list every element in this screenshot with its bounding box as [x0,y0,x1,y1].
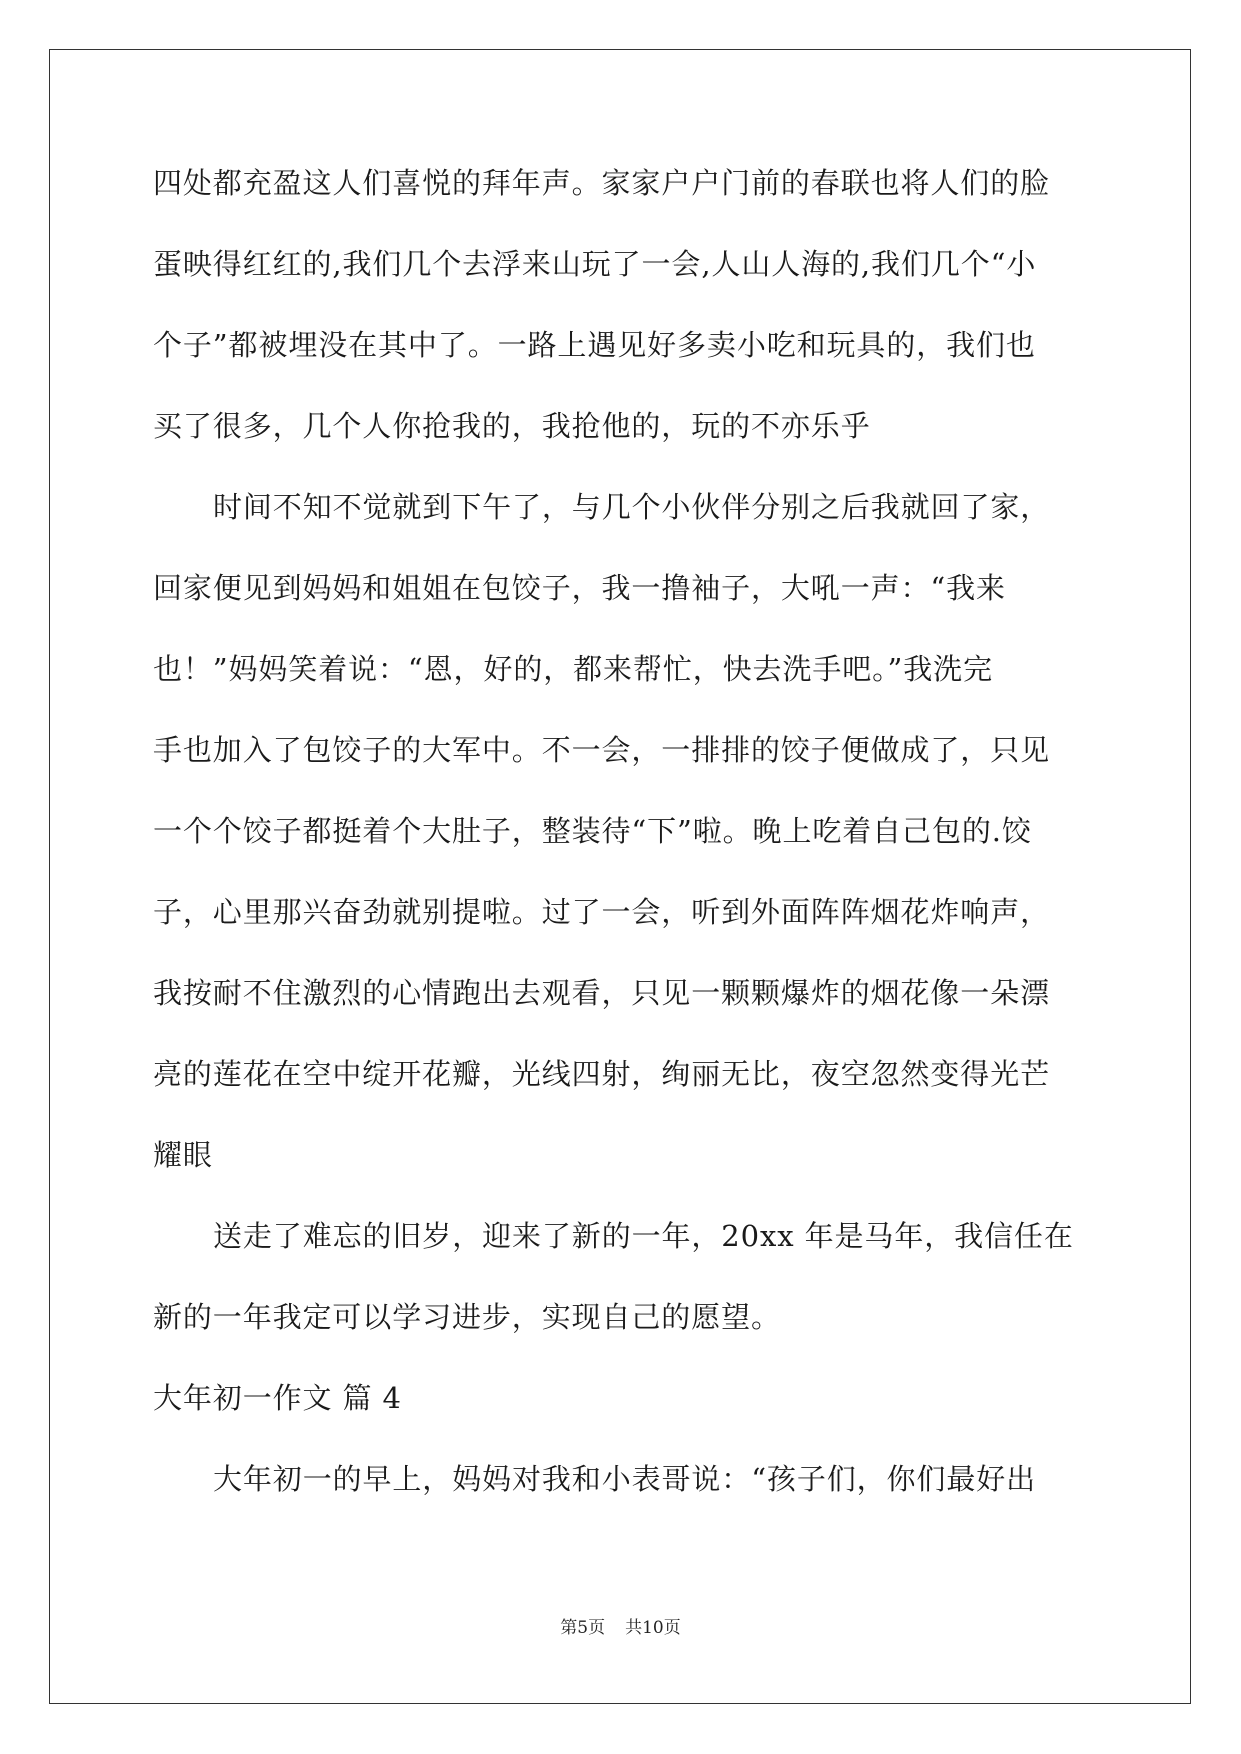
page-number-current: 第5页 [560,1618,606,1638]
page-border [49,49,1191,1704]
page-number-total: 共10页 [625,1618,681,1638]
text-line: 我按耐不住激烈的心情跑出去观看，只见一颗颗爆炸的烟花像一朵漂 [153,976,1051,1010]
text-line: 回家便见到妈妈和姐姐在包饺子，我一撸袖子，大吼一声：“我来 [153,571,1006,605]
text-line: 买了很多，几个人你抢我的，我抢他的，玩的不亦乐乎 [153,409,871,443]
text-line: 新的一年我定可以学习进步，实现自己的愿望。 [153,1300,781,1334]
text-line: 耀眼 [153,1138,213,1172]
text-line: 一个个饺子都挺着个大肚子，整装待“下”啦。晚上吃着自己包的.饺 [153,814,1032,848]
section-heading: 大年初一作文 篇 4 [153,1381,402,1415]
page-footer [0,1617,1241,1639]
text-line: 手也加入了包饺子的大军中。不一会，一排排的饺子便做成了，只见 [153,733,1051,767]
text-line: 蛋映得红红的,我们几个去浮来山玩了一会,人山人海的,我们几个“小 [153,247,1037,281]
paragraph-start-line: 大年初一的早上，妈妈对我和小表哥说：“孩子们，你们最好出 [213,1462,1037,1496]
paragraph-start-line: 送走了难忘的旧岁，迎来了新的一年，20xx 年是马年，我信任在 [213,1219,1074,1253]
text-line: 个子”都被埋没在其中了。一路上遇见好多卖小吃和玩具的，我们也 [153,328,1036,362]
text-line: 亮的莲花在空中绽开花瓣，光线四射，绚丽无比，夜空忽然变得光芒 [153,1057,1051,1091]
text-line: 四处都充盈这人们喜悦的拜年声。家家户户门前的春联也将人们的脸 [153,166,1051,200]
paragraph-start-line: 时间不知不觉就到下午了，与几个小伙伴分别之后我就回了家， [213,490,1051,524]
text-line: 子，心里那兴奋劲就别提啦。过了一会，听到外面阵阵烟花炸响声， [153,895,1051,929]
text-line: 也！”妈妈笑着说：“恩，好的，都来帮忙，快去洗手吧。”我洗完 [153,652,993,686]
